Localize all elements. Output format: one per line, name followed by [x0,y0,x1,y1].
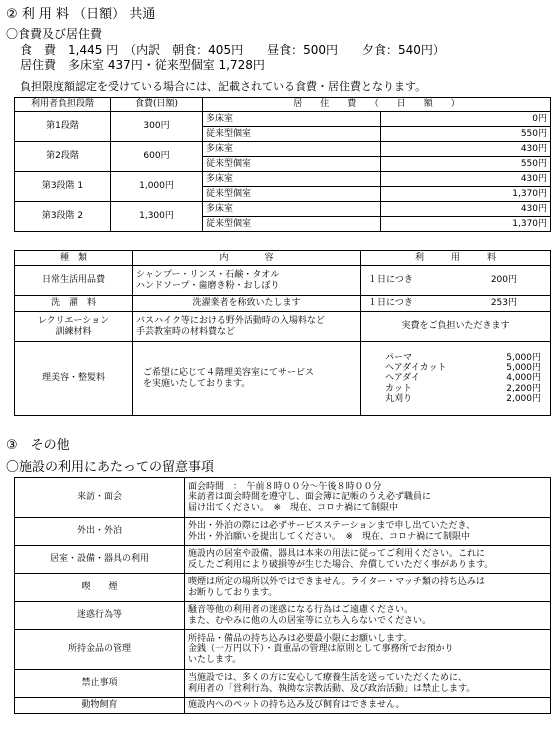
stage-meal-fee: 1,300円 [111,202,203,232]
table-row [15,574,551,602]
room-fee: 550円 [381,157,551,172]
beauty-menu-item: パーマ 5,000円 [385,352,541,363]
header-fee: 利 用 料 [361,251,551,266]
meal-residence-subheading: 〇食費及び居住費 [6,27,103,41]
header-kind: 種 類 [15,251,133,266]
room-type: 従来型個室 [203,157,381,172]
rule-line: 反したご利用により破損等が生じた場合、弁償していただく事があります。 [188,559,494,570]
rule-line: 施設内の居室や設備、器具は本来の用法に従ってご利用ください。これに [188,549,486,560]
table-row [15,342,551,416]
rule-line: 届け出てください。 ※ 現在、コロナ禍にて制限中 [188,502,399,513]
rule-line: 外出・外泊の際には必ずサービスステーションまで申し出ていただき、 [188,521,476,532]
room-fee: 0円 [381,112,551,127]
rule-line: 外出・外泊願いを提出してください。 ※ 現在、コロナ禍にて制限中 [188,531,471,542]
rule-label: 喫 煙 [15,574,185,602]
room-type: 従来型個室 [203,187,381,202]
stage-meal-fee: 300円 [111,112,203,142]
beauty-menu-item: 丸刈り 2,000円 [385,394,541,405]
rule-line: 喫煙は所定の場所以外ではできません。ライター・マッチ類の持ち込みは [188,577,485,588]
rule-label: 所持金品の管理 [15,630,185,670]
beauty-menu-item: ヘアダイ 4,000円 [385,373,541,384]
table-row [15,202,551,217]
recreation-kind-1: レクリエーション [37,316,110,327]
room-type: 従来型個室 [203,217,381,232]
residence-fee-line: 居住費 多床室 437円・従来型個室 1,728円 [20,58,265,72]
header-burden-stage: 利用者負担段階 [15,98,111,112]
room-fee: 1,370円 [381,217,551,232]
daily-goods-content-1: シャンプー・リンス・石鹸・タオル [136,270,280,281]
rule-line: お断りしております。 [188,587,278,598]
table-row [15,266,551,296]
rule-label: 迷惑行為等 [15,602,185,630]
rules-table [14,477,551,714]
table-row [15,698,551,714]
rule-line: 金銭（一万円以下）・貴重品の管理は原則として事務所でお預かり [188,644,454,655]
burden-stage-table [14,97,551,232]
stage-meal-fee: 600円 [111,142,203,172]
header-content: 内 容 [133,251,361,266]
room-type: 従来型個室 [203,127,381,142]
stage-label: 第1段階 [15,112,111,142]
rule-line: 当施設では、多くの方に安心して療養生活を送っていただくために、 [188,673,468,684]
daily-goods-fee: 200円 [490,275,517,286]
room-fee: 430円 [381,142,551,157]
rule-line: 来訪者は面会時間を遵守し、面会簿に記帳のうえ必ず職員に [188,492,432,503]
table-row [15,546,551,574]
table-row [15,172,551,187]
rule-line: いたします。 [188,654,242,665]
room-type: 多床室 [203,202,381,217]
recreation-content-1: バスハイク等における野外活動時の入場料など [136,316,325,327]
room-fee: 550円 [381,127,551,142]
table-row [15,478,551,518]
rule-line: また、むやみに他の人の居室等に立ち入らないでください。 [188,615,432,626]
laundry-content: 洗濯業者を称致いたします [133,296,361,312]
beauty-menu-item: カット 2,200円 [385,383,541,394]
section2-title: ② 利 用 料 （日額） 共通 [6,7,156,22]
table-row [15,518,551,546]
stage-label: 第3段階 1 [15,172,111,202]
rule-line: 騒音等他の利用者の迷惑になる行為はご遠慮ください。 [188,605,414,616]
header-meal-daily: 食費(日額) [111,98,203,112]
laundry-fee: 253円 [490,298,517,309]
room-fee: 430円 [381,172,551,187]
stage-label: 第2段階 [15,142,111,172]
rule-label: 来訪・面会 [15,478,185,518]
laundry-kind: 洗 濯 料 [15,296,133,312]
rule-line: 利用者の「営利行為、執拗な宗教活動、及び政治活動」は禁止します。 [188,683,476,694]
table-row [15,296,551,312]
recreation-kind-2: 訓練材料 [55,326,92,337]
stage-label: 第3段階 2 [15,202,111,232]
rule-line: 面会時間 ： 午前８時００分～午後８時００分 [188,481,382,492]
rules-subheading: 〇施設の利用にあたっての留意事項 [6,460,215,475]
rule-label: 外出・外泊 [15,518,185,546]
section3-title: ③ その他 [6,438,70,453]
beauty-menu-item: ヘアダイカット 5,000円 [385,362,541,373]
laundry-fee-label: １日につき [368,298,413,309]
room-type: 多床室 [203,142,381,157]
beauty-content-2: を実施いたしております。 [143,378,251,389]
table-row [15,670,551,698]
stage-meal-fee: 1,000円 [111,172,203,202]
rule-label: 禁止事項 [15,670,185,698]
beauty-kind: 理美容・整髪料 [15,342,133,416]
room-fee: 1,370円 [381,187,551,202]
burden-limit-note: 負担限度額認定を受けている場合には、記載されている食費・居住費となります。 [20,80,427,93]
rule-line: 所持品・備品の持ち込みは必要最小限にお願いします。 [188,633,413,644]
table-row [15,312,551,342]
rule-line: 施設内へのペットの持ち込み及び飼育はできません。 [188,700,405,711]
table-row [15,602,551,630]
meal-fee-line: 食 費 1,445 円 （内訳 朝食：405円 昼食：500円 夕食：540円） [20,43,445,57]
table-row [15,142,551,157]
room-fee: 430円 [381,202,551,217]
room-type: 多床室 [203,172,381,187]
fee-table [14,250,551,416]
table-row [15,112,551,127]
rule-label: 動物飼育 [15,698,185,714]
recreation-content-2: 手芸教室時の材料費など [136,326,236,337]
header-residence-daily: 居 住 費 （ 日 額 ） [203,98,551,112]
room-type: 多床室 [203,112,381,127]
rule-label: 居室・設備・器具の利用 [15,546,185,574]
daily-goods-content-2: ハンドソープ・歯磨き粉・おしぼり [136,280,280,291]
beauty-content-1: ご希望に応じて４階理美容室にてサービス [143,368,315,379]
daily-goods-fee-label: １日につき [368,275,413,286]
table-row [15,630,551,670]
daily-goods-kind: 日常生活用品費 [15,266,133,296]
recreation-fee: 実費をご負担いただきます [361,312,551,342]
